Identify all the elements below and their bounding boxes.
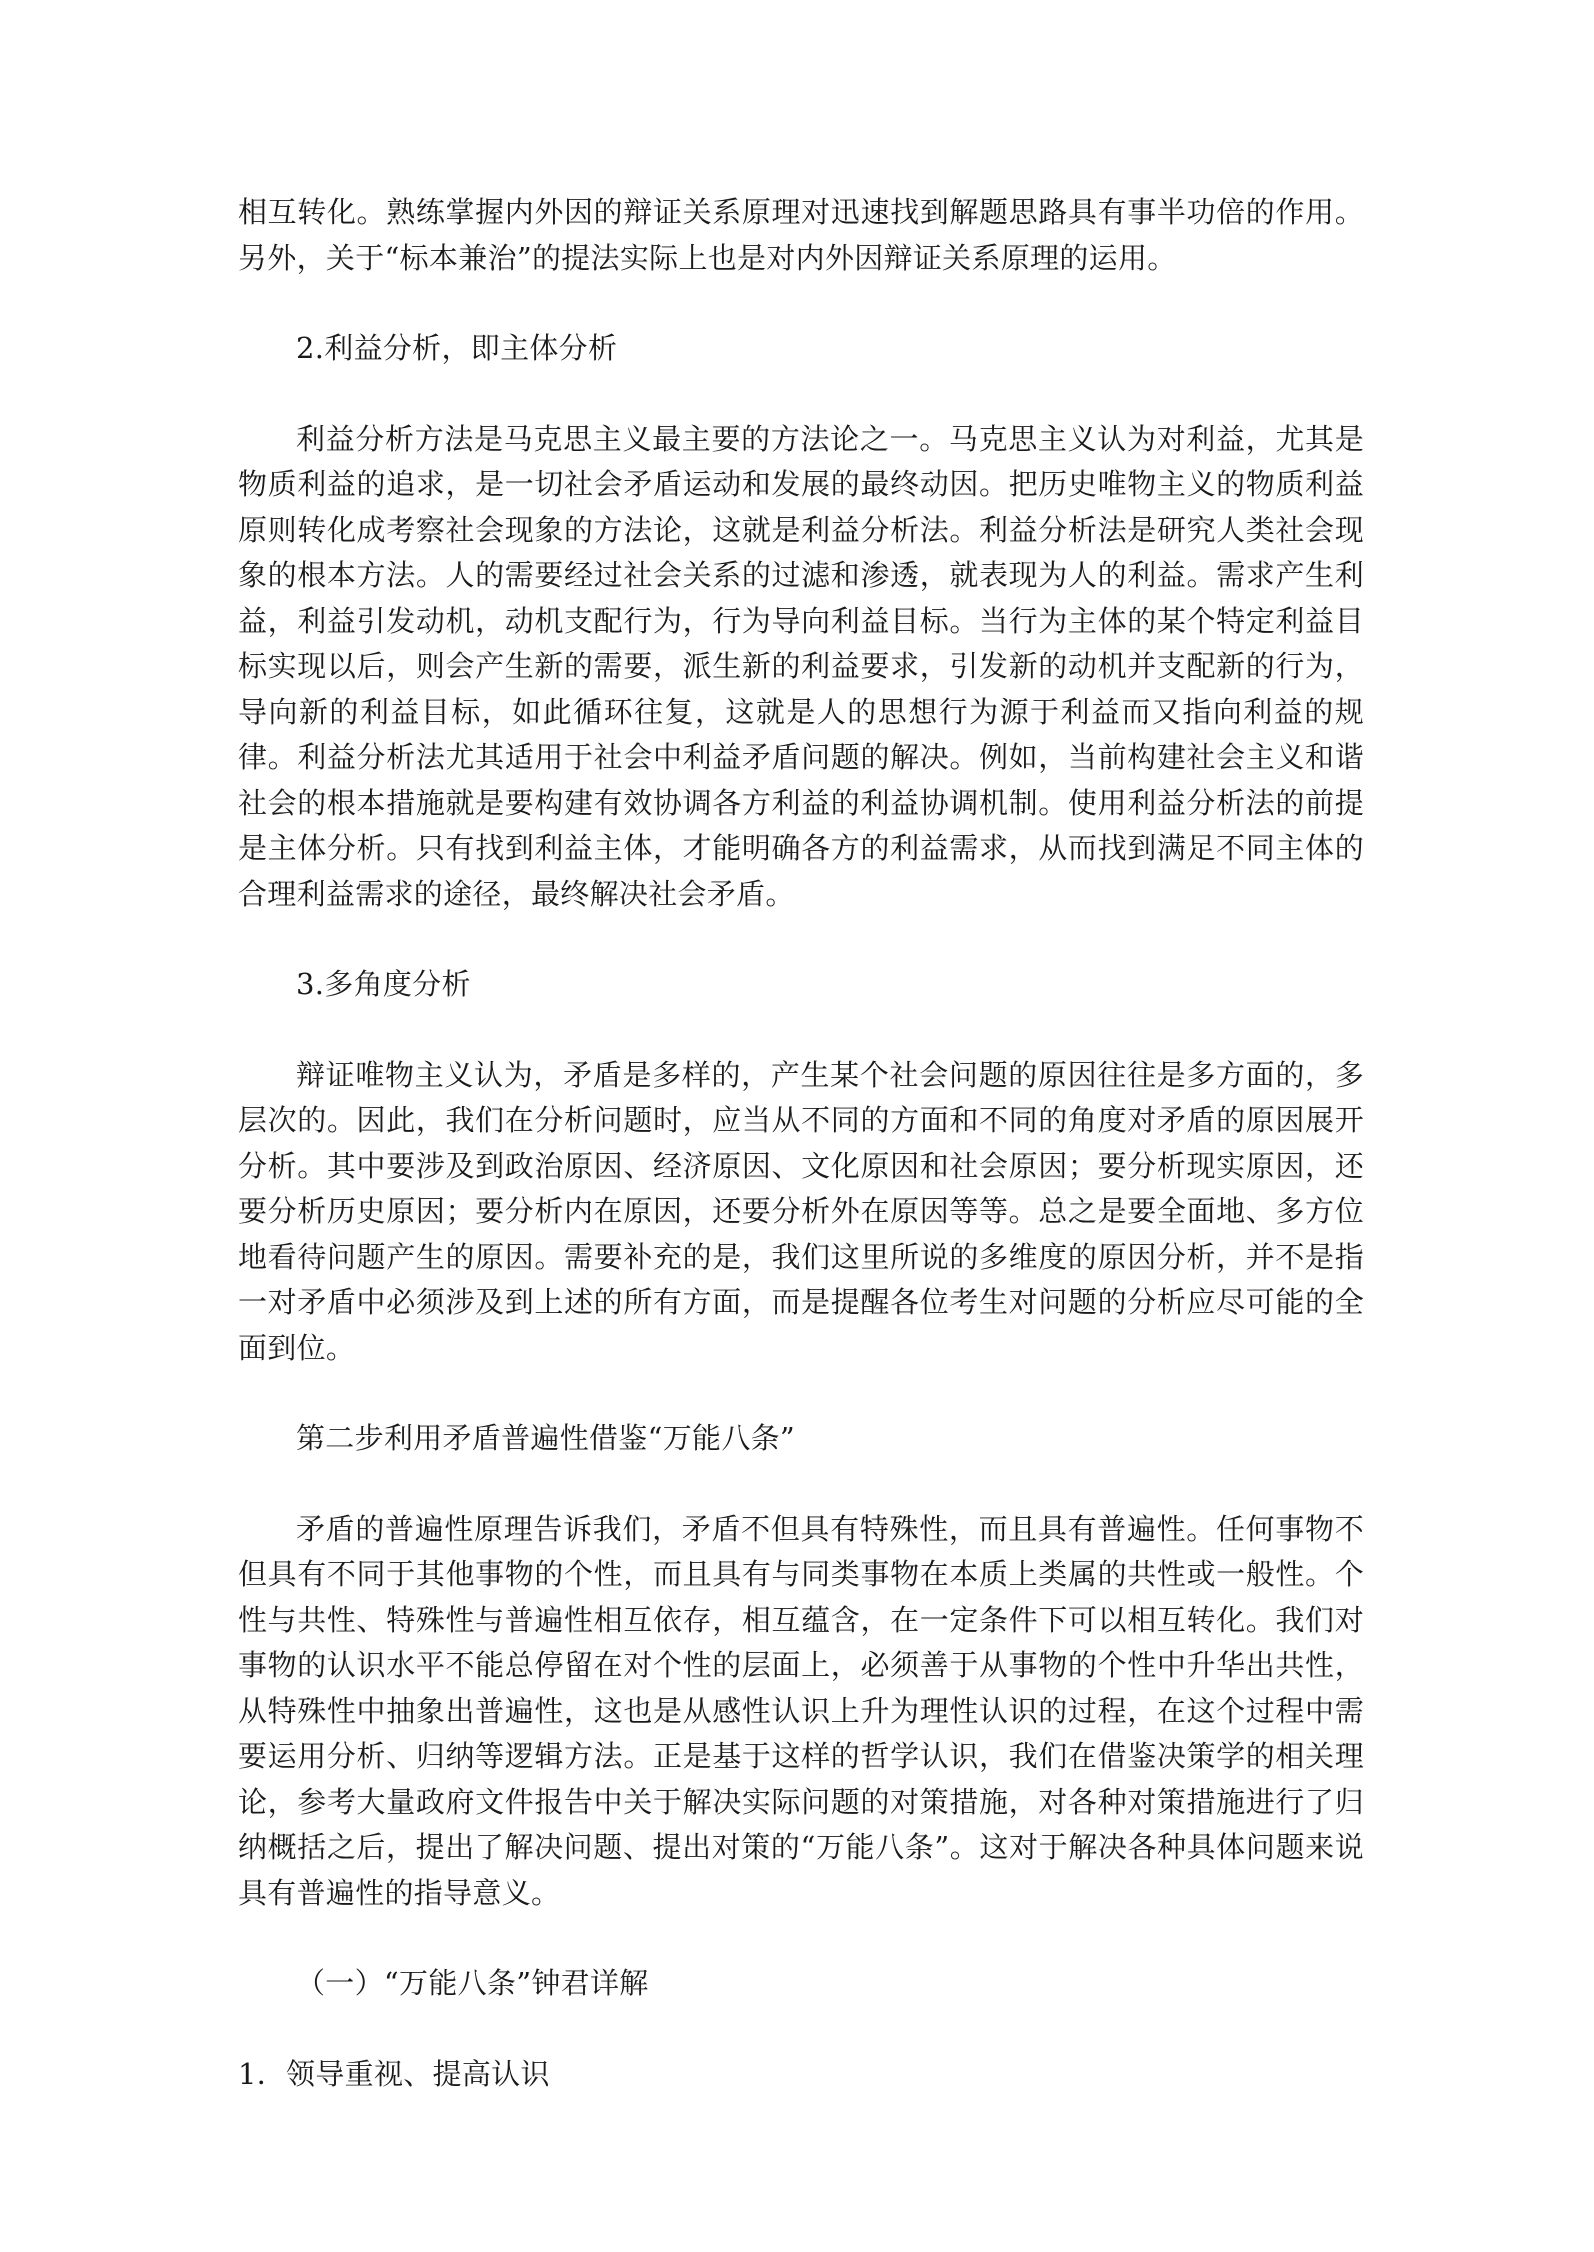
multi-angle-analysis-paragraph: 辩证唯物主义认为，矛盾是多样的，产生某个社会问题的原因往往是多方面的，多层次的。因此，我们在分析问题时，应当从不同的方面和不同的角度对矛盾的原因展开分析。其中要涉及到政治原因、经济原因、文化原因和社会原因；要分析现实原因，还要分析历史原因；要分析内在原因，还要分析外在原因等等。总之是要全面地、多方位地看待问题产生的原因。需要补充的是，我们这里所说的多维度的原因分析，并不是指一对矛盾中必须涉及到上述的所有方面，而是提醒各位考生对问题的分析应尽可能的全面到位。 <box>238 1057 1364 1365</box>
continuation-paragraph: 相互转化。熟练掌握内外因的辩证关系原理对迅速找到解题思路具有事半功倍的作用。另外，关于“标本兼治”的提法实际上也是对内外因辩证关系原理的运用。 <box>238 195 1364 275</box>
step-two-heading: 第二步利用矛盾普遍性借鉴“万能八条” <box>296 1421 796 1455</box>
section-heading-interest-analysis: 2.利益分析，即主体分析 <box>296 331 618 365</box>
section-heading-multi-angle-analysis: 3.多角度分析 <box>296 967 471 1001</box>
section-one-heading: （一）“万能八条”钟君详解 <box>296 1966 649 2000</box>
interest-analysis-paragraph: 利益分析方法是马克思主义最主要的方法论之一。马克思主义认为对利益，尤其是物质利益的追求，是一切社会矛盾运动和发展的最终动因。把历史唯物主义的物质利益原则转化成考察社会现象的方法论，这就是利益分析法。利益分析法是研究人类社会现象的根本方法。人的需要经过社会关系的过滤和渗透，就表现为人的利益。需求产生利益，利益引发动机，动机支配行为，行为导向利益目标。当行为主体的某个特定利益目标实现以后，则会产生新的需要，派生新的利益要求，引发新的动机并支配新的行为，导向新的利益目标，如此循环往复，这就是人的思想行为源于利益而又指向利益的规律。利益分析法尤其适用于社会中利益矛盾问题的解决。例如，当前构建社会主义和谐社会的根本措施就是要构建有效协调各方利益的利益协调机制。使用利益分析法的前提是主体分析。只有找到利益主体，才能明确各方的利益需求，从而找到满足不同主体的合理利益需求的途径，最终解决社会矛盾。 <box>238 421 1364 911</box>
universality-paragraph: 矛盾的普遍性原理告诉我们，矛盾不但具有特殊性，而且具有普遍性。任何事物不但具有不同于其他事物的个性，而且具有与同类事物在本质上类属的共性或一般性。个性与共性、特殊性与普遍性相互依存，相互蕴含，在一定条件下可以相互转化。我们对事物的认识水平不能总停留在对个性的层面上，必须善于从事物的个性中升华出共性，从特殊性中抽象出普遍性，这也是从感性认识上升为理性认识的过程，在这个过程中需要运用分析、归纳等逻辑方法。正是基于这样的哲学认识，我们在借鉴决策学的相关理论，参考大量政府文件报告中关于解决实际问题的对策措施，对各种对策措施进行了归纳概括之后，提出了解决问题、提出对策的“万能八条”。这对于解决各种具体问题来说具有普遍性的指导意义。 <box>238 1511 1364 1910</box>
document-body <box>238 190 1364 2097</box>
item-one-heading: 1．领导重视、提高认识 <box>238 2056 550 2091</box>
